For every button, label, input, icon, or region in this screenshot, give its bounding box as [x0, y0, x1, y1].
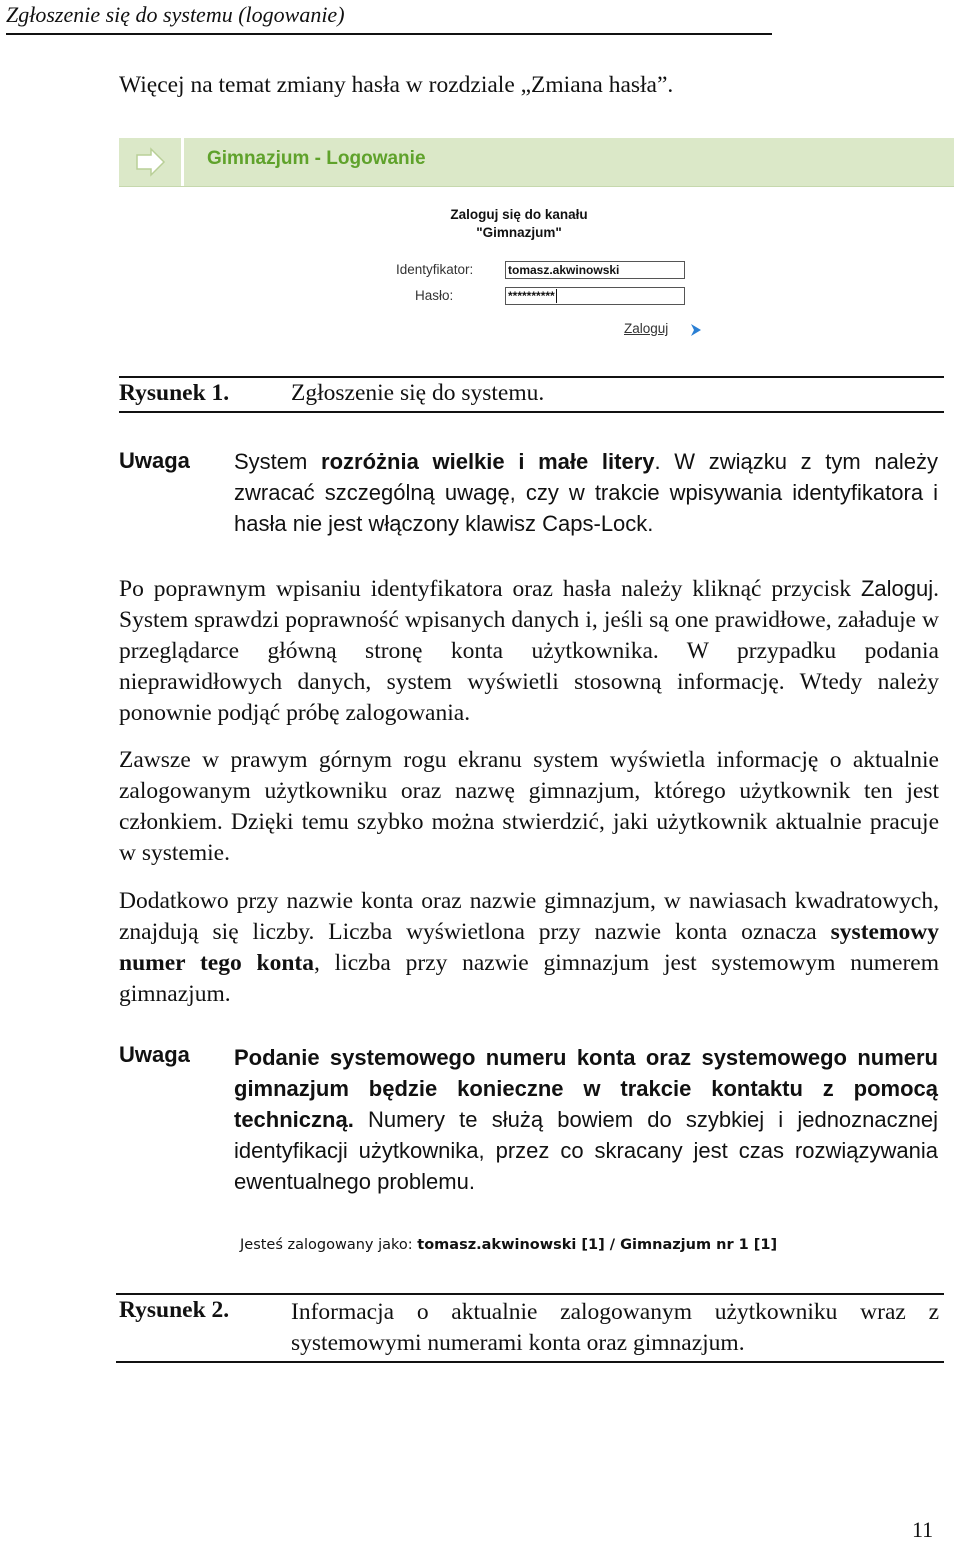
- figure-number: Rysunek 2.: [119, 1297, 230, 1323]
- id-input[interactable]: tomasz.akwinowski: [505, 261, 685, 279]
- note-label: Uwaga: [119, 1042, 190, 1067]
- caption-rule-top: [119, 376, 944, 378]
- arrow-right-icon: [690, 323, 702, 337]
- login-heading-line1: Zaloguj się do kanału: [450, 207, 588, 222]
- id-label: Identyfikator:: [396, 262, 474, 277]
- arrow-right-icon: [119, 138, 181, 186]
- login-screenshot: [119, 138, 954, 348]
- paragraph-text-rest: . System sprawdzi poprawność wpisanych danych i, jeśli są one prawidłowe, załaduje w przeglądarce główną stronę konta użytkownika. W przypadku podania nieprawidłowych danych, system wyświetli stosowną informację. Wtedy należy ponownie podjąć próbę zalogowania.: [119, 576, 939, 726]
- note-text-rest: Numery te służą bowiem do szybkiej i jednoznacznej identyfikacji użytkownika, przez co skracany jest czas rozwiązywania ewentualnego problemu.: [234, 1107, 938, 1194]
- logged-in-info-screenshot: [240, 1237, 777, 1253]
- paragraph-text: Po poprawnym wpisaniu identyfikatora oraz hasła należy kliknąć przycisk: [119, 576, 861, 602]
- figure-number: Rysunek 1.: [119, 380, 230, 406]
- paragraph-text: Dodatkowo przy nazwie konta oraz nazwie gimnazjum, w nawiasach kwadratowych, znajdują się liczby. Liczba wyświetlona przy nazwie konta oznacza: [119, 888, 939, 945]
- button-name-reference: Zaloguj: [860, 576, 934, 601]
- note-label: Uwaga: [119, 448, 190, 473]
- page-number: 11: [912, 1517, 934, 1542]
- login-link[interactable]: Zaloguj: [624, 321, 669, 336]
- paragraph-text-rest: , liczba przy nazwie gimnazjum jest systemowym numerem gimnazjum.: [119, 950, 940, 1007]
- logged-in-user: tomasz.akwinowski [1] / Gimnazjum nr 1 [1]: [417, 1237, 778, 1253]
- intro-text: Więcej na temat zmiany hasła w rozdziale „Zmiana hasła”.: [119, 72, 674, 98]
- running-header: Zgłoszenie się do systemu (logowanie): [6, 2, 345, 27]
- login-page-title: Gimnazjum - Logowanie: [207, 148, 426, 169]
- title-arrow-box: [119, 138, 184, 186]
- password-input[interactable]: [505, 287, 685, 305]
- paragraph-user-info: Zawsze w prawym górnym rogu ekranu system wyświetla informację o aktualnie zalogowanym użytkowniku oraz nazwę gimnazjum, którego użytkownik ten jest członkiem. Dzięki temu szybko można stwierdzić, jaki użytkownik aktualnie pracuje w systemie.: [119, 747, 939, 866]
- figure-caption: Zgłoszenie się do systemu.: [291, 380, 545, 406]
- password-label: Hasło:: [415, 288, 454, 303]
- note-emphasis: Podanie systemowego numeru konta oraz systemowego numeru gimnazjum będzie konieczne w trakcie kontaktu z pomocą techniczną.: [234, 1045, 938, 1132]
- header-rule: [6, 33, 772, 35]
- caption-rule-bottom: [119, 411, 944, 413]
- logged-in-prefix: Jesteś zalogowany jako:: [240, 1237, 418, 1253]
- figure-caption: Informacja o aktualnie zalogowanym użytkowniku wraz z systemowymi numerami konta oraz gimnazjum.: [291, 1299, 939, 1356]
- note-text-start: System: [234, 449, 322, 474]
- paragraph-emphasis: systemowy numer tego konta: [119, 919, 939, 976]
- login-heading: [419, 206, 619, 242]
- login-heading-line2: "Gimnazjum": [476, 225, 562, 240]
- note-text: [234, 1042, 938, 1197]
- note-text: [234, 446, 938, 539]
- login-arrow[interactable]: [690, 323, 702, 342]
- text-cursor: [556, 289, 557, 303]
- paragraph-login-result: [119, 573, 939, 729]
- note-emphasis: rozróżnia wielkie i małe litery: [321, 449, 655, 474]
- caption-rule-bottom: [116, 1361, 944, 1363]
- caption-rule-top: [116, 1293, 944, 1295]
- note-text-rest: . W związku z tym należy zwracać szczególną uwagę, czy w trakcie wpisywania identyfikatora i hasła nie jest włączony klawisz Caps-Lock.: [234, 449, 939, 536]
- paragraph-system-numbers: [119, 886, 939, 1010]
- password-mask: **********: [508, 289, 555, 303]
